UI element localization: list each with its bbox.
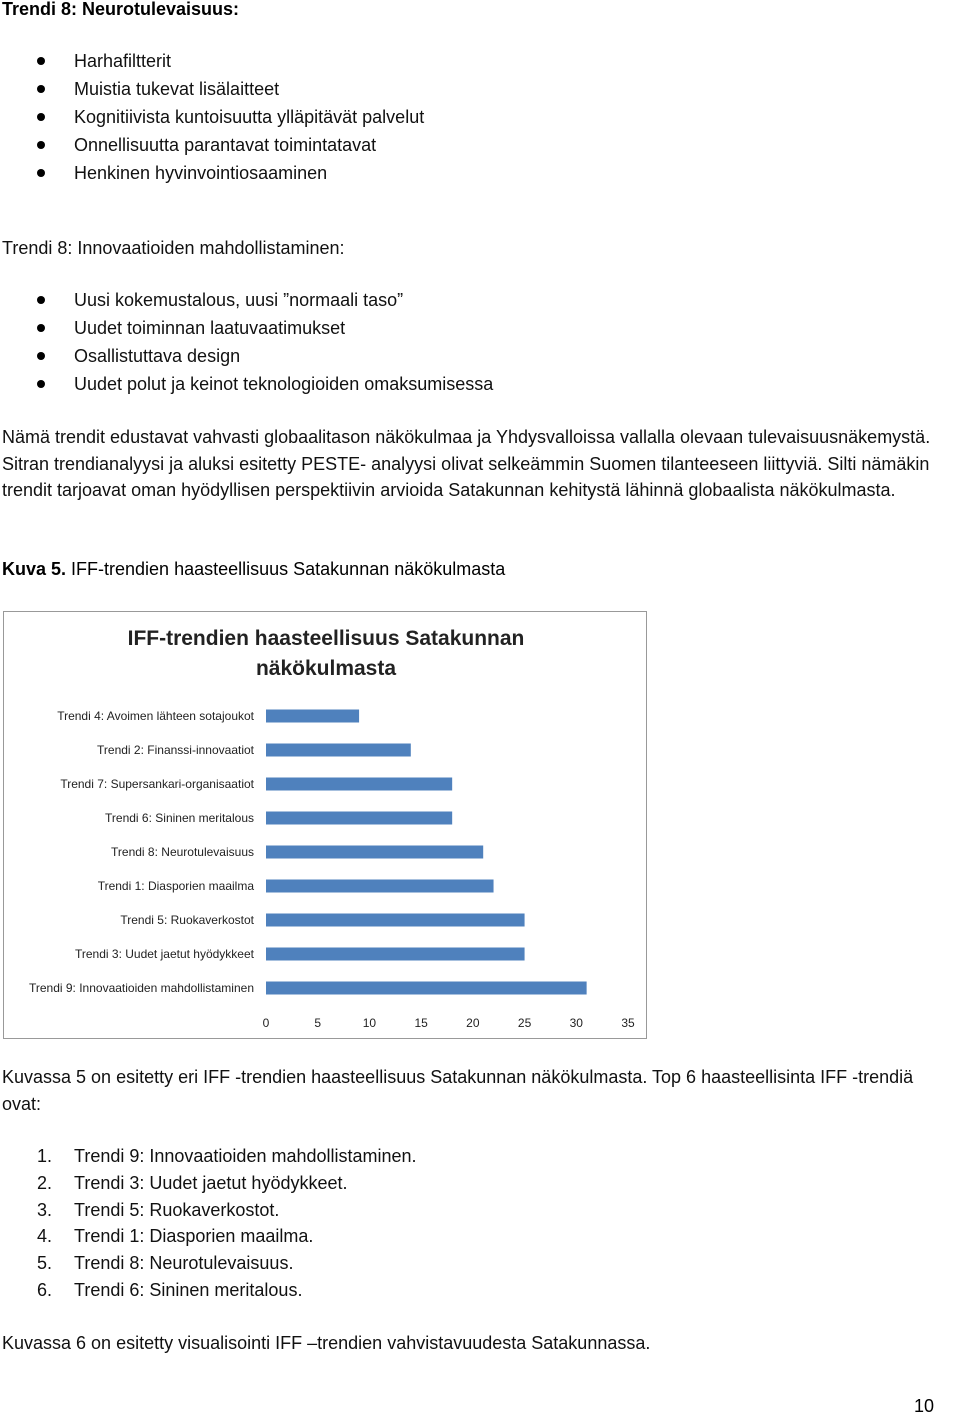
category-label: Trendi 1: Diasporien maailma bbox=[97, 879, 254, 893]
list-item: Henkinen hyvinvointiosaaminen bbox=[0, 159, 900, 187]
bar bbox=[266, 744, 411, 757]
x-tick-label: 20 bbox=[466, 1016, 480, 1030]
bar bbox=[266, 880, 494, 893]
list-text: Trendi 1: Diasporien maailma. bbox=[74, 1226, 314, 1247]
list-item: Muistia tukevat lisälaitteet bbox=[0, 75, 900, 103]
list-item bbox=[0, 1250, 417, 1277]
list-item: Onnellisuutta parantavat toimintatavat bbox=[0, 131, 900, 159]
x-tick-label: 30 bbox=[569, 1016, 583, 1030]
list-item bbox=[0, 1143, 417, 1170]
body-paragraph-1: Nämä trendit edustavat vahvasti globaalitason näkökulmaa ja Yhdysvalloissa vallalla olevaan tulevaisuusnäkemystä. Sitran trendianalyysi ja aluksi esitetty PESTE- analyysi olivat selkeämmin Suomen tilanteeseen liittyviä. Silti nämäkin trendit tarjoavat oman hyödyllisen perspektiivin arvioida Satakunnan kehitystä lähinnä globaalista näkökulmasta. bbox=[2, 427, 931, 501]
list-number: 1. bbox=[37, 1146, 53, 1166]
category-label: Trendi 9: Innovaatioiden mahdollistaminen bbox=[28, 981, 254, 995]
list-number: 5. bbox=[37, 1253, 53, 1274]
list-item: Kognitiivista kuntoisuutta ylläpitävät palvelut bbox=[0, 103, 900, 131]
list-item bbox=[0, 1277, 417, 1304]
category-label: Trendi 3: Uudet jaetut hyödykkeet bbox=[75, 947, 254, 961]
list-text: Trendi 5: Ruokaverkostot. bbox=[74, 1199, 280, 1220]
figure-caption bbox=[2, 559, 505, 580]
list-item: Harhafiltterit bbox=[0, 47, 900, 75]
list-number: 3. bbox=[37, 1199, 53, 1220]
figure-caption-label: Kuva 5. bbox=[2, 559, 67, 579]
list-item: Uusi kokemustalous, uusi ”normaali taso” bbox=[0, 286, 900, 314]
x-tick-label: 0 bbox=[262, 1016, 270, 1030]
bar bbox=[266, 914, 525, 927]
top-trends-list bbox=[0, 1143, 417, 1304]
section-heading-neurotulevaisuus: Trendi 8: Neurotulevaisuus: bbox=[2, 0, 240, 19]
list-text: Trendi 6: Sininen meritalous. bbox=[74, 1279, 303, 1300]
list-text: Trendi 8: Neurotulevaisuus. bbox=[74, 1253, 294, 1274]
category-label: Trendi 2: Finanssi-innovaatiot bbox=[97, 743, 254, 757]
chart-title-line-1: IFF-trendien haasteellisuus Satakunnan bbox=[127, 627, 525, 650]
figure-caption-text: IFF-trendien haasteellisuus Satakunnan näkökulmasta bbox=[66, 559, 506, 579]
chart-title-line-2: näkökulmasta bbox=[255, 657, 397, 680]
category-label: Trendi 6: Sininen meritalous bbox=[105, 811, 254, 825]
list-item bbox=[0, 1170, 417, 1197]
bar bbox=[266, 982, 587, 995]
list-text: Trendi 3: Uudet jaetut hyödykkeet. bbox=[74, 1172, 348, 1193]
bar bbox=[266, 948, 525, 961]
bullet-list-innovaatioiden bbox=[0, 286, 900, 398]
bar-chart-frame bbox=[3, 611, 647, 1039]
x-tick-label: 10 bbox=[362, 1016, 377, 1030]
list-number: 4. bbox=[37, 1226, 53, 1247]
x-tick-label: 35 bbox=[621, 1016, 635, 1030]
bullet-list-neurotulevaisuus bbox=[0, 47, 900, 187]
list-number: 2. bbox=[37, 1172, 53, 1193]
category-label: Trendi 8: Neurotulevaisuus bbox=[111, 845, 254, 859]
category-label: Trendi 7: Supersankari-organisaatiot bbox=[60, 777, 254, 791]
list-item bbox=[0, 1223, 417, 1250]
list-item: Uudet toiminnan laatuvaatimukset bbox=[0, 314, 900, 342]
list-text: Trendi 9: Innovaatioiden mahdollistaminen. bbox=[74, 1146, 417, 1166]
bar bbox=[266, 812, 452, 825]
bar-chart bbox=[4, 612, 648, 1040]
list-item: Uudet polut ja keinot teknologioiden omaksumisessa bbox=[0, 370, 900, 398]
x-tick-label: 25 bbox=[517, 1016, 532, 1030]
category-label: Trendi 4: Avoimen lähteen sotajoukot bbox=[57, 709, 254, 723]
section-heading-innovaatioiden: Trendi 8: Innovaatioiden mahdollistaminen: bbox=[2, 238, 345, 258]
list-number: 6. bbox=[37, 1279, 53, 1300]
list-item: Osallistuttava design bbox=[0, 342, 900, 370]
bar bbox=[266, 710, 359, 723]
category-label: Trendi 5: Ruokaverkostot bbox=[120, 913, 254, 927]
bar bbox=[266, 846, 483, 859]
list-item bbox=[0, 1197, 417, 1224]
bar bbox=[266, 778, 452, 791]
body-paragraph-2: Kuvassa 5 on esitetty eri IFF -trendien haasteellisuus Satakunnan näkökulmasta. Top 6 haasteellisinta IFF -trendiä ovat: bbox=[2, 1067, 914, 1114]
x-tick-label: 5 bbox=[314, 1016, 322, 1030]
body-paragraph-3: Kuvassa 6 on esitetty visualisointi IFF –trendien vahvistavuudesta Satakunnassa. bbox=[2, 1333, 651, 1353]
x-tick-label: 15 bbox=[414, 1016, 428, 1030]
page-number: 10 bbox=[913, 1396, 934, 1416]
